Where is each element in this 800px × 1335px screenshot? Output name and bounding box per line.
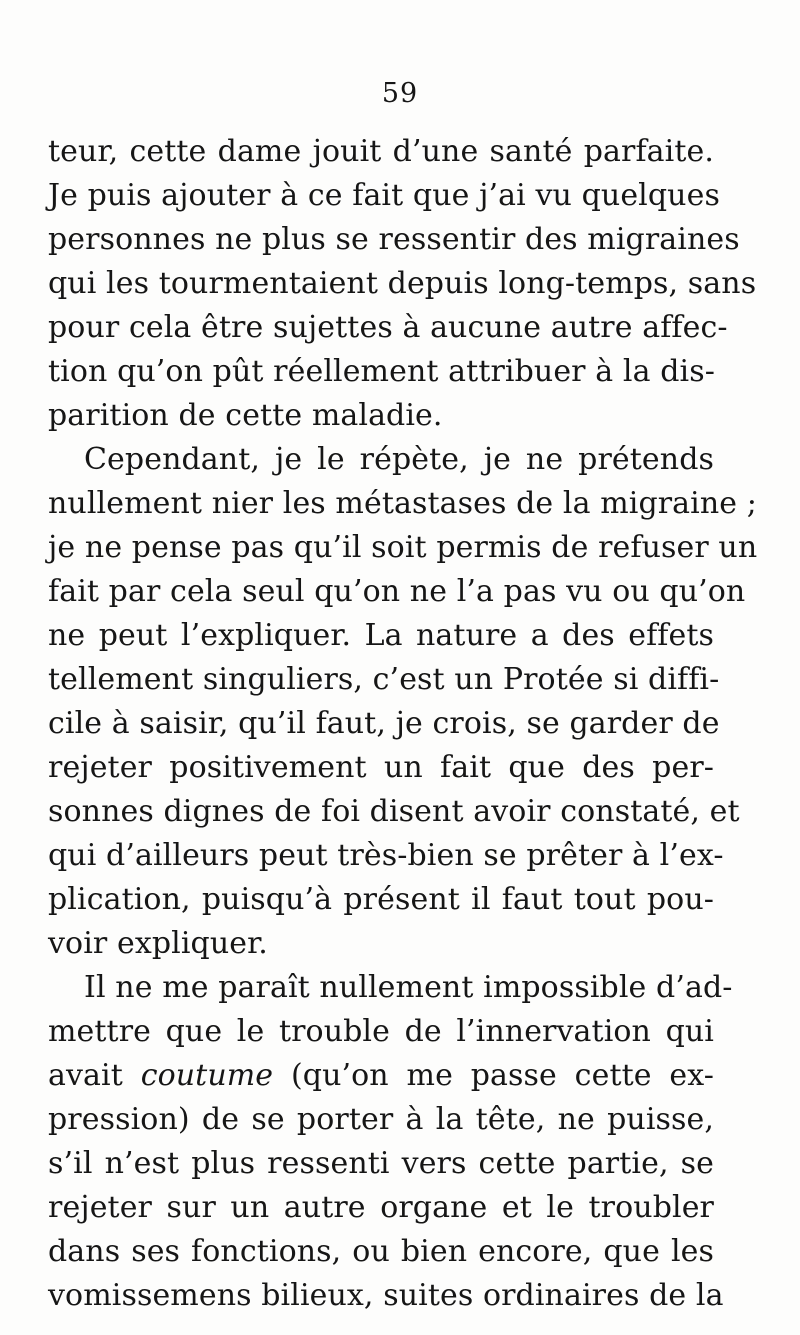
page-number: 59 [381, 78, 419, 109]
text-line: vomissemens bilieux, suites ordinaires de la [48, 1278, 724, 1313]
paragraph [48, 130, 757, 438]
text-line: voir expliquer. [48, 926, 268, 961]
text-line: Je puis ajouter à ce fait que j’ai vu quelques [48, 178, 720, 213]
text-line: Cependant, je le répète, je ne prétends [84, 442, 714, 477]
text-line: rejeter sur un autre organe et le troubler [48, 1190, 714, 1225]
text-line: parition de cette maladie. [48, 398, 443, 433]
text-line: nullement nier les métastases de la migraine ; [48, 486, 757, 521]
text-line: pour cela être sujettes à aucune autre affec- [48, 310, 728, 345]
paragraph [48, 966, 733, 1318]
text-line: je ne pense pas qu’il soit permis de refuser un [48, 530, 758, 565]
text-line: tion qu’on pût réellement attribuer à la dis- [48, 354, 715, 389]
text-line: ne peut l’expliquer. La nature a des effets [48, 618, 714, 653]
text-line: rejeter positivement un fait que des per- [48, 750, 714, 785]
text-line: mettre que le trouble de l’innervation qui [48, 1014, 714, 1049]
text-line: plication, puisqu’à présent il faut tout pou- [48, 882, 714, 917]
text-line: teur, cette dame jouit d’une santé parfaite. [48, 134, 714, 169]
text-line: dans ses fonctions, ou bien encore, que les [48, 1234, 714, 1269]
text-line: avait coutume (qu’on me passe cette ex- [48, 1058, 714, 1093]
text-line: qui les tourmentaient depuis long-temps, sans [48, 266, 757, 301]
text-line: qui d’ailleurs peut très-bien se prêter à l’ex- [48, 838, 724, 873]
text-line: sonnes dignes de foi disent avoir constaté, et [48, 794, 740, 829]
text-line: pression) de se porter à la tête, ne puisse, [48, 1102, 714, 1137]
text-line: cile à saisir, qu’il faut, je crois, se garder de [48, 706, 720, 741]
text-line: s’il n’est plus ressenti vers cette partie, se [48, 1146, 714, 1181]
text-line: tellement singuliers, c’est un Protée si diffi- [48, 662, 720, 697]
text-line: fait par cela seul qu’on ne l’a pas vu ou qu’on [48, 574, 746, 609]
text-line: Il ne me paraît nullement impossible d’ad- [84, 970, 733, 1005]
paragraph [48, 438, 758, 966]
text-line: personnes ne plus se ressentir des migraines [48, 222, 740, 257]
body-text [48, 130, 758, 1318]
